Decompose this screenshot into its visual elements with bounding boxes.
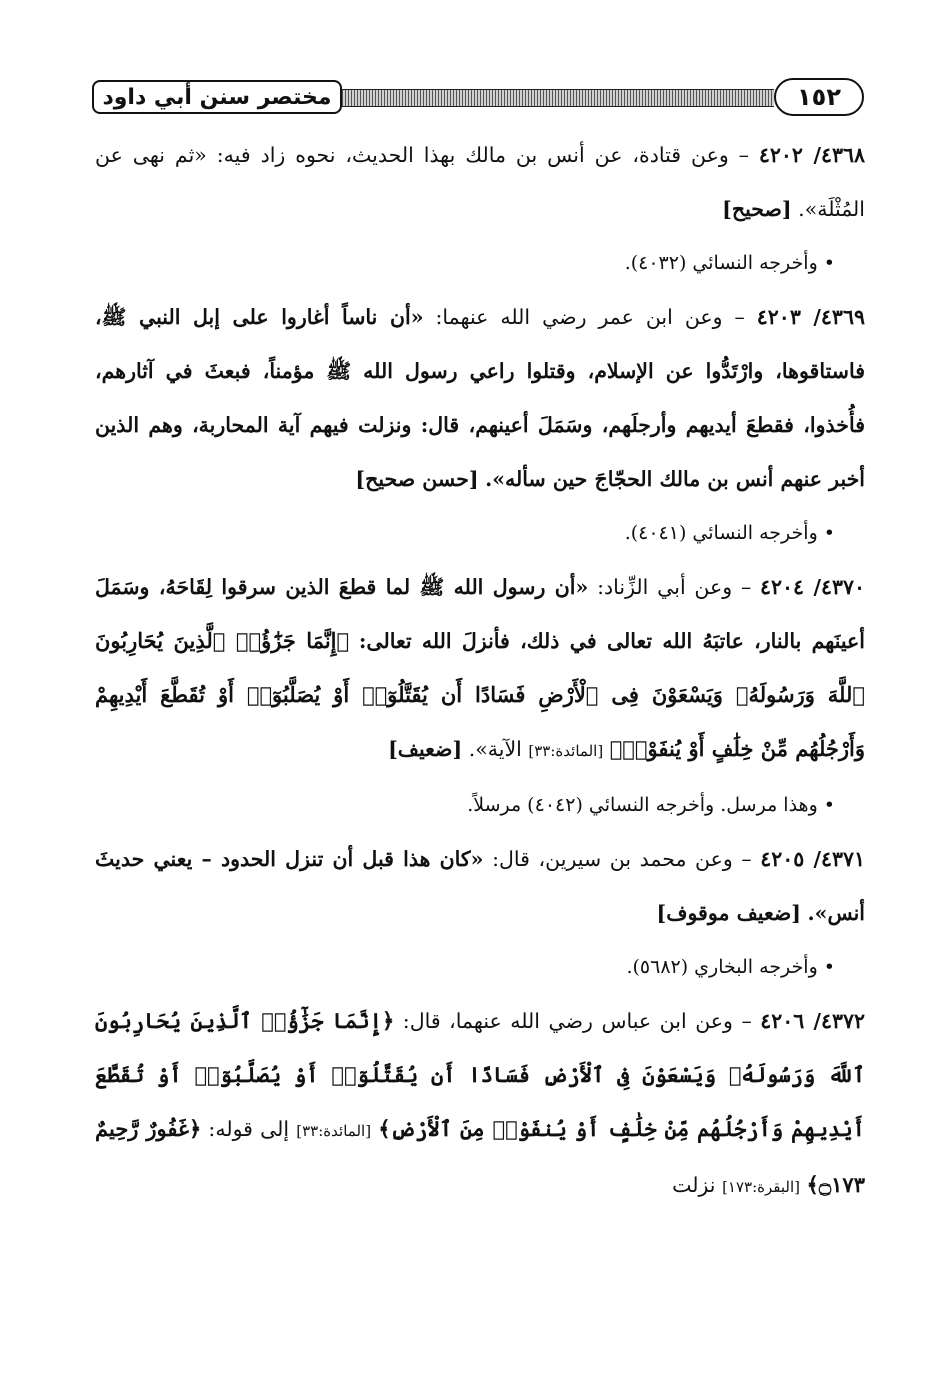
hadith-number: ٤٣٦٩/ ٤٢٠٣ [756,305,865,329]
quran-verse-end: ﴿غَفُورٌ رَّحِيمٌ ۝١٧٣﴾ [95,1116,865,1197]
hadith-number: ٤٣٧٠/ ٤٢٠٤ [760,575,865,599]
hadith-grade: [ضعيف موقوف] [656,901,801,925]
hadith-connector: إلى قوله: [208,1117,290,1141]
hadith-entry [95,560,865,778]
quran-verse: ﴿إِنَّمَا جَزَٰٓؤُا۟ ٱلَّذِينَ يُحَارِبُونَ ٱللَّهَ وَرَسُولَهُۥ وَيَسْعَوْنَ فِى ٱلْأَرْضِ فَسَادًا أَن يُقَتَّلُوٓا۟ أَوْ يُصَلَّبُوٓا۟ أَوْ تُقَطَّعَ أَيْدِيهِمْ وَأَرْجُلُهُم مِّنْ خِلَٰفٍ أَوْ يُنفَوْا۟﴾ [95,628,865,761]
verse-reference: [المائدة:٣٣] [296,1122,372,1140]
page-body [95,128,865,1214]
hadith-text: «ثم نهى عن المُثْلَة». [95,143,865,221]
hadith-intro: – وعن أبي الزِّناد: [597,575,752,599]
hadith-intro: – وعن محمد بن سيرين، قال: [492,847,752,871]
takhrij-note: • وأخرجه النسائي (٤٠٣٢). [624,252,835,274]
hadith-number: ٤٣٧٢/ ٤٢٠٦ [760,1009,865,1033]
book-title: مختصر سنن أبي داود [92,80,342,114]
takhrij-note: • وهذا مرسل. وأخرجه النسائي (٤٠٤٢) مرسلاً. [467,794,835,816]
hadith-intro: – وعن قتادة، عن أنس بن مالك بهذا الحديث، نحوه زاد فيه: [216,143,749,167]
hadith-text: «كان هذا قبل أن تنزل الحدود – يعني حديثَ أنس». [95,847,865,925]
hadith-intro: – وعن ابن عمر رضي الله عنهما: [435,305,745,329]
verse-reference: [المائدة:٣٣] [528,742,604,760]
verse-reference: [البقرة:١٧٣] [722,1178,800,1196]
hadith-entry [95,290,865,506]
takhrij-note: • وأخرجه البخاري (٥٦٨٢). [626,956,835,978]
hadith-tail: الآية». [468,737,522,761]
hadith-number: ٤٣٧١/ ٤٢٠٥ [760,847,865,871]
hadith-text: «أن ناساً أغاروا على إبل النبي ﷺ، فاستاقوها، وارْتَدُّوا عن الإسلام، وقتلوا راعي رسول الله ﷺ مؤمناً، فبعثَ في آثارهم، فأُخذوا، فقطعَ أيديهم وأرجلَهم، وسَمَلَ أعينهم، قال: ونزلت فيهم آية المحاربة، وهم الذين أخبر عنهم أنس بن مالك الحجّاجَ حين سأله». [95,305,865,491]
page-number: ١٥٢ [774,78,864,116]
hadith-entry [95,994,865,1214]
hadith-entry [95,128,865,236]
header-decorative-bar [342,89,774,107]
hadith-intro: – وعن ابن عباس رضي الله عنهما، قال: [402,1009,752,1033]
hadith-entry [95,832,865,940]
hadith-grade: [صحيح] [722,197,792,221]
hadith-grade: [حسن صحيح] [355,467,479,491]
hadith-grade: [ضعيف] [388,737,463,761]
hadith-number: ٤٣٦٨/ ٤٢٠٢ [758,143,865,167]
takhrij-note: • وأخرجه النسائي (٤٠٤١). [624,522,835,544]
page-header [92,78,864,120]
hadith-text: «أن رسول الله ﷺ لما قطعَ الذين سرقوا لِقَاحَهُ، وسَمَلَ أعينَهم بالنار، عاتبَهُ الله تعالى في ذلك، فأنزلَ الله تعالى: [95,575,865,653]
quran-verse: ﴿إِنَّمَا جَزَٰٓؤُا۟ ٱلَّذِينَ يُحَارِبُونَ ٱللَّهَ وَرَسُولَهُۥ وَيَسْعَوْنَ فِى ٱلْأَرْضِ فَسَادًا أَن يُقَتَّلُوٓا۟ أَوْ يُصَلَّبُوٓا۟ أَوْ تُقَطَّعَ أَيْدِيهِمْ وَأَرْجُلُهُم مِّنْ خِلَٰفٍ أَوْ يُنفَوْا۟ مِنَ ٱلْأَرْضِ﴾ [95,1008,865,1141]
hadith-tail: نزلت [672,1173,716,1197]
